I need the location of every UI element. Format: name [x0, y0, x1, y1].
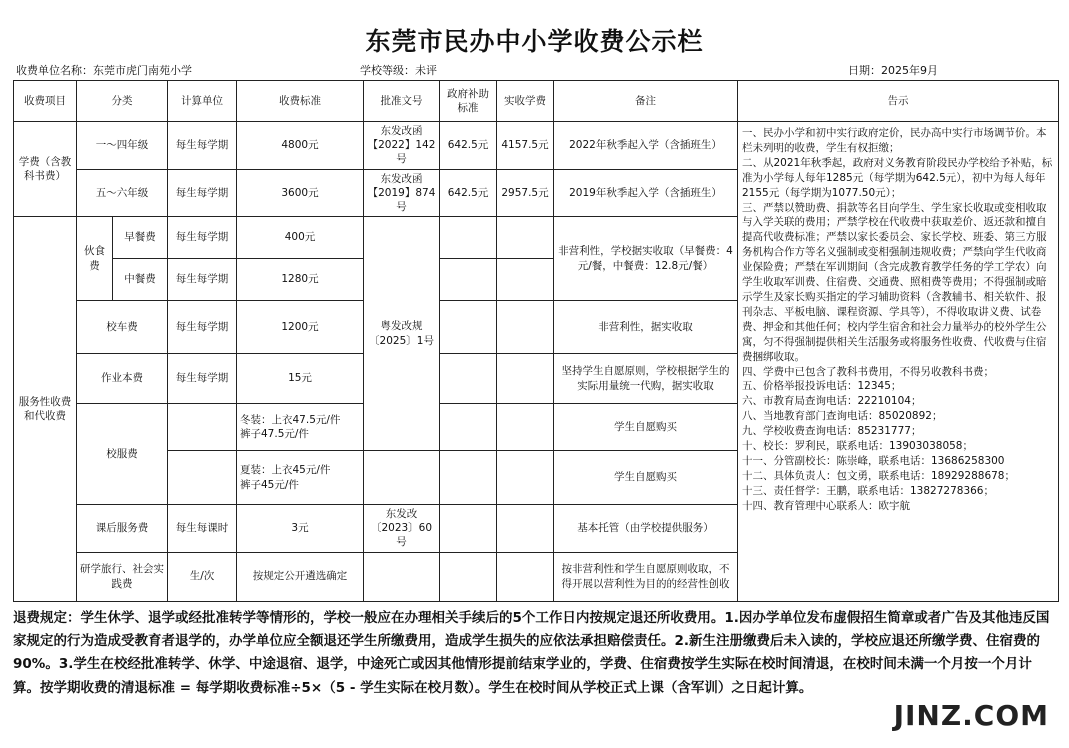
notice-line: 十二、具体负责人：包文勇，联系电话：18929288678；	[742, 469, 1015, 482]
cell-standard: 3600元	[237, 169, 364, 217]
cell-category: 五～六年级	[77, 169, 168, 217]
cell-paid	[497, 259, 554, 301]
cell-standard: 夏装：上衣45元/件 裤子45元/件	[237, 451, 364, 505]
notice-line: 十四、教育管理中心联系人：欧宇航	[742, 499, 910, 512]
cell-paid	[497, 552, 554, 601]
header-subsidy: 政府补助标准	[440, 81, 497, 122]
header-note: 备注	[554, 81, 738, 122]
cell-category: 早餐费	[113, 217, 168, 259]
cell-category: 校车费	[77, 301, 168, 354]
watermark: JINZ.COM	[893, 699, 1049, 732]
cell-unit: 每生每学期	[168, 259, 237, 301]
notice-line: 五、价格举报投诉电话：12345；	[742, 380, 902, 393]
cell-note: 坚持学生自愿原则，学校根据学生的实际用量统一代购，据实收取	[554, 354, 738, 404]
cell-doc: 粤发改规〔2025〕1号	[364, 217, 440, 451]
cell-note: 学生自愿购买	[554, 404, 738, 451]
cell-unit	[168, 451, 237, 505]
cell-subsidy	[440, 217, 497, 259]
cell-note: 非营利性，据实收取	[554, 301, 738, 354]
header-row	[14, 81, 1059, 122]
cell-subsidy: 642.5元	[440, 169, 497, 217]
cell-doc: 东发改函【2019】874号	[364, 169, 440, 217]
header-paid: 实收学费	[497, 81, 554, 122]
cell-subsidy	[440, 505, 497, 553]
cell-unit: 生/次	[168, 552, 237, 601]
cell-unit: 每生每学期	[168, 354, 237, 404]
cell-doc: 东发改〔2023〕60号	[364, 505, 440, 553]
notice-line: 八、当地教育部门查询电话：85020892；	[742, 410, 943, 423]
tuition-group: 学费（含教科书费）	[14, 122, 77, 217]
cell-standard: 400元	[237, 217, 364, 259]
cell-doc: 东发改函【2022】142号	[364, 122, 440, 170]
header-doc: 批准文号	[364, 81, 440, 122]
header-notice: 告示	[738, 81, 1059, 122]
notice-line: 九、学校收费查询电话：85231777；	[742, 425, 922, 438]
cell-note: 学生自愿购买	[554, 451, 738, 505]
cell-category: 一～四年级	[77, 122, 168, 170]
cell-unit	[168, 404, 237, 451]
cell-unit: 每生每学期	[168, 217, 237, 259]
cell-paid	[497, 354, 554, 404]
cell-standard: 1200元	[237, 301, 364, 354]
notice-line: 六、市教育局查询电话：22210104；	[742, 395, 922, 408]
cell-subsidy	[440, 451, 497, 505]
cell-category: 作业本费	[77, 354, 168, 404]
notice-column	[738, 122, 1059, 602]
meal-group: 伙食费	[77, 217, 113, 301]
cell-paid: 2957.5元	[497, 169, 554, 217]
header-standard: 收费标准	[237, 81, 364, 122]
cell-unit: 每生每学期	[168, 301, 237, 354]
notice-line: 三、严禁以赞助费、捐款等名目向学生、学生家长收取或变相收取与入学关联的费用；严禁学校在代收费中获取差价、返还款和擅自提高代收费标准；严禁以家长委员会、家长学校、班委、第三方服务机构合作方等名义强制或变相强制违规收费；严禁向学生代收商业保险费；严禁在军训期间（含完成教育教学任务的学工学农）向学生收取军训费、住宿费、交通费、照相费等费用；不得强制或暗示学生及家长购买指定的学习辅助资料（含教辅书、相关软件、报刊杂志、平板电脑、课程资源、学具等），不得收取讲义费、试卷费、押金和其他任何；校内学生宿舍和社会力量举办的校外学生公寓，匀不得强制提供相关生活服务或将服务性收费、代收费与住宿费捆绑收取。	[742, 201, 1047, 363]
cell-paid	[497, 301, 554, 354]
cell-category: 校服费	[77, 404, 168, 505]
notice-line: 一、民办小学和初中实行政府定价，民办高中实行市场调节价。本栏未列明的收费，学生有权拒缴；	[742, 127, 1047, 154]
school-name: 收费单位名称：东莞市虎门南苑小学	[16, 64, 192, 77]
cell-subsidy	[440, 552, 497, 601]
cell-paid	[497, 404, 554, 451]
cell-unit: 每生每学期	[168, 169, 237, 217]
header-unit: 计算单位	[168, 81, 237, 122]
cell-doc	[364, 451, 440, 505]
header-item: 收费项目	[14, 81, 77, 122]
cell-note: 2022年秋季起入学（含插班生）	[554, 122, 738, 170]
cell-note: 非营利性，学校据实收取（早餐费：4元/餐，中餐费：12.8元/餐）	[554, 217, 738, 301]
cell-paid	[497, 217, 554, 259]
header-category: 分类	[77, 81, 168, 122]
cell-subsidy	[440, 404, 497, 451]
cell-doc	[364, 552, 440, 601]
service-group: 服务性收费和代收费	[14, 217, 77, 602]
cell-subsidy	[440, 301, 497, 354]
page-title: 东莞市民办中小学收费公示栏	[365, 27, 704, 56]
cell-category: 中餐费	[113, 259, 168, 301]
cell-standard: 15元	[237, 354, 364, 404]
table-row	[14, 122, 1059, 170]
fee-table	[13, 80, 1059, 602]
cell-unit: 每生每学期	[168, 122, 237, 170]
cell-category: 课后服务费	[77, 505, 168, 553]
cell-unit: 每生每课时	[168, 505, 237, 553]
notice-line: 十三、责任督学：王鹏，联系电话：13827278366；	[742, 484, 994, 497]
cell-standard: 3元	[237, 505, 364, 553]
cell-standard: 4800元	[237, 122, 364, 170]
notice-date: 日期：2025年9月	[848, 64, 938, 77]
cell-category: 研学旅行、社会实践费	[77, 552, 168, 601]
cell-subsidy: 642.5元	[440, 122, 497, 170]
notice-line: 四、学费中已包含了教科书费用，不得另收教科书费；	[742, 365, 994, 378]
notice-line: 十一、分管副校长：陈崇峰，联系电话：13686258300	[742, 454, 1005, 467]
cell-subsidy	[440, 259, 497, 301]
notice-line: 十、校长：罗利民，联系电话：13903038058；	[742, 440, 973, 453]
cell-paid	[497, 505, 554, 553]
cell-standard: 按规定公开遴选确定	[237, 552, 364, 601]
refund-policy: 退费规定：学生休学、退学或经批准转学等情形的，学校一般应在办理相关手续后的5个工作日内按规定退还所收费用。1.因办学单位发布虚假招生简章或者广告及其他违反国家规定的行为造成受教育者退学的，办学单位应全额退还学生所缴费用，造成学生损失的应依法承担赔偿责任。2.新生注册缴费后未入读的，学校应退还所缴学费、住宿费的90%。3.学生在校经批准转学、休学、中途退宿、退学，中途死亡或因其他情形提前结束学业的，学费、住宿费按学生实际在校时间清退，在校时间未满一个月按一个月计算。按学期收费的清退标准 = 每学期收费标准÷5×（5 - 学生实际在校月数）。学生在校时间从学校正式上课（含军训）之日起计算。	[13, 610, 1050, 696]
notice-line: 二、从2021年秋季起，政府对义务教育阶段民办学校给予补贴，标准为小学每人每年1285元（每学期为642.5元），初中为每人每年2155元（每学期为1077.50元）；	[742, 156, 1053, 199]
cell-note: 按非营利性和学生自愿原则收取，不得开展以营利性为目的的经营性创收	[554, 552, 738, 601]
cell-subsidy	[440, 354, 497, 404]
cell-note: 2019年秋季起入学（含插班生）	[554, 169, 738, 217]
cell-note: 基本托管（由学校提供服务）	[554, 505, 738, 553]
cell-standard: 冬装：上衣47.5元/件 裤子47.5元/件	[237, 404, 364, 451]
cell-standard: 1280元	[237, 259, 364, 301]
cell-paid	[497, 451, 554, 505]
school-level: 学校等级：未评	[360, 64, 437, 77]
cell-paid: 4157.5元	[497, 122, 554, 170]
